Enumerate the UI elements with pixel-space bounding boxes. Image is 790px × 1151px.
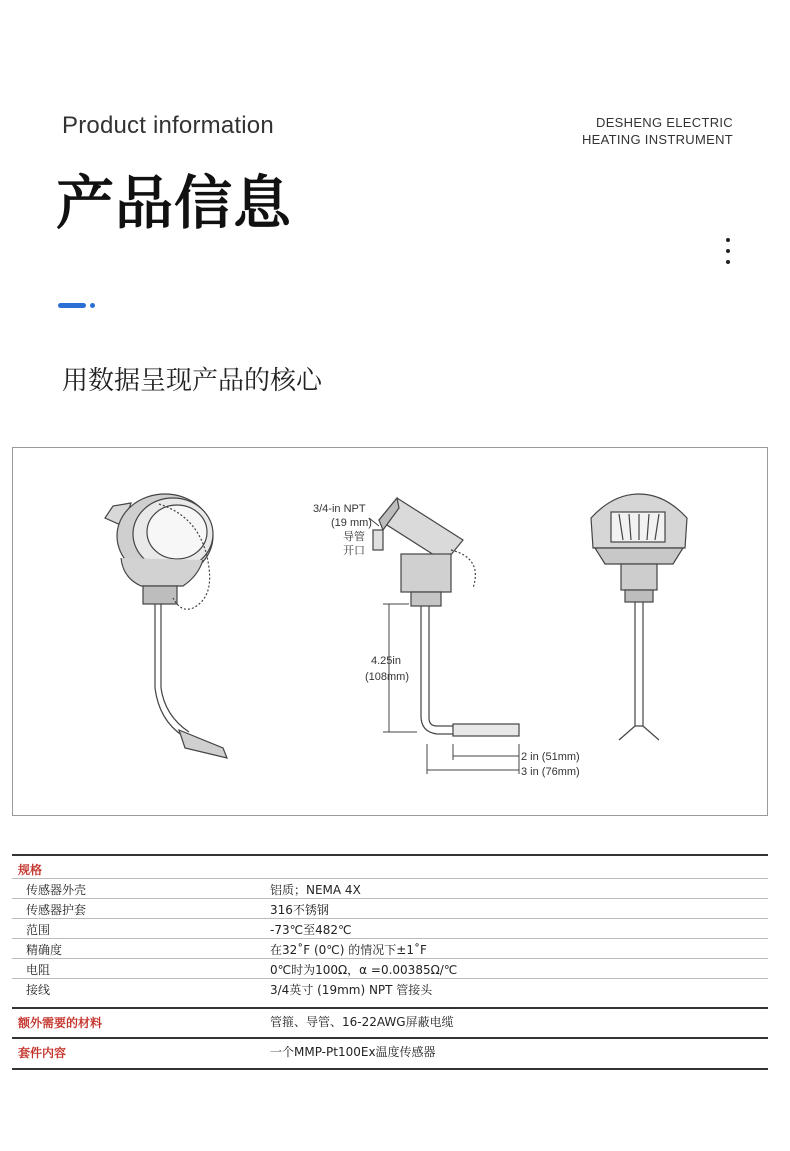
table-rule <box>12 1007 768 1009</box>
conduit-label-1: 3/4-in NPT <box>313 503 366 515</box>
spec-key: 传感器护套 <box>26 903 87 917</box>
table-rule <box>12 854 768 856</box>
table-rule <box>12 1068 768 1070</box>
spec-value: 铝质；NEMA 4X <box>270 883 361 897</box>
sensor-front-view <box>591 494 687 740</box>
spec-key: 精确度 <box>26 943 63 957</box>
spec-key: 范围 <box>26 923 51 937</box>
table-row <box>12 918 768 938</box>
spec-key: 传感器外壳 <box>26 883 87 897</box>
sensor-side-view <box>105 494 227 758</box>
spec-value: 0℃时为100Ω，α =0.00385Ω/℃ <box>270 963 458 977</box>
dim-label-3in: 3 in (76mm) <box>521 766 580 778</box>
conduit-label-2: (19 mm) <box>331 517 372 529</box>
spec-value: 3/4英寸 (19mm) NPT 管接头 <box>270 983 433 997</box>
table-row <box>12 938 768 958</box>
spec-value: 在32˚F (0℃) 的情况下±1˚F <box>270 943 427 957</box>
section-title-en: Product information <box>62 112 274 139</box>
sensor-dimension-view <box>369 498 519 774</box>
dim-label-2in: 2 in (51mm) <box>521 751 580 763</box>
spec-key: 接线 <box>26 983 51 997</box>
kit-contents-value: 一个MMP-Pt100Ex温度传感器 <box>270 1045 436 1059</box>
extra-materials-title: 额外需要的材料 <box>18 1016 103 1030</box>
brand-line-2: HEATING INSTRUMENT <box>581 132 733 147</box>
product-diagram <box>12 447 768 816</box>
conduit-label-3: 导管 <box>343 531 365 543</box>
kit-contents-title: 套件内容 <box>18 1046 67 1060</box>
brand-line-1: DESHENG ELECTRIC <box>596 115 733 130</box>
spec-key: 电阻 <box>26 963 51 977</box>
table-row <box>12 898 768 918</box>
sensor-drawings <box>13 448 769 817</box>
extra-materials-value: 管箍、导管、16-22AWG屏蔽电缆 <box>270 1015 454 1029</box>
table-row <box>12 878 768 898</box>
spec-section-title: 规格 <box>18 863 43 877</box>
more-vertical-icon[interactable] <box>722 238 734 270</box>
conduit-label-4: 开口 <box>343 545 365 557</box>
page-subtitle: 用数据呈现产品的核心 <box>62 366 323 396</box>
spec-value: 316不锈钢 <box>270 903 329 917</box>
table-row <box>12 958 768 978</box>
page-title: 产品信息 <box>56 169 293 237</box>
table-rule <box>12 1037 768 1039</box>
accent-divider <box>58 303 98 309</box>
table-row <box>12 978 768 998</box>
brand-name <box>582 114 733 148</box>
spec-value: -73℃至482℃ <box>270 923 352 937</box>
height-label-1: 4.25in <box>371 655 401 667</box>
height-label-2: (108mm) <box>365 671 410 683</box>
